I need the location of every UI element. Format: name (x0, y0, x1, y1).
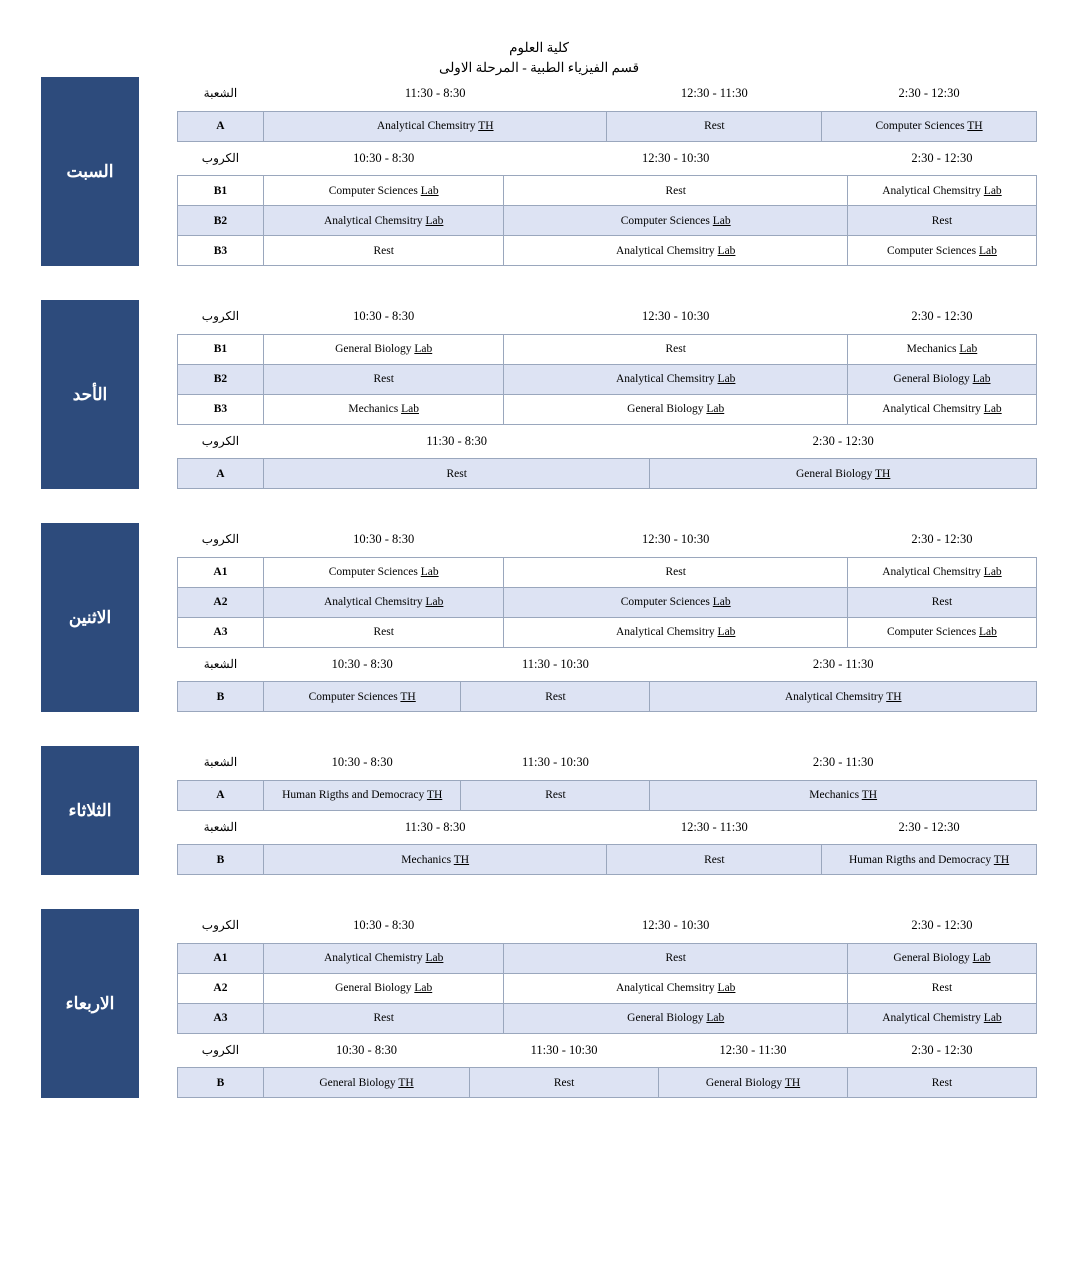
session-cell: Analytical Chemsitry TH (650, 682, 1037, 712)
session-cell: Rest (263, 236, 504, 266)
time-header-cell: 12:30 - 10:30 (642, 150, 710, 165)
time-header-row (178, 300, 1037, 334)
group-cell: B2 (178, 364, 264, 394)
table-row (178, 111, 1037, 141)
group-cell: A1 (178, 943, 264, 973)
group-cell: A1 (178, 557, 264, 587)
session-cell: Rest (504, 943, 848, 973)
group-cell: B3 (178, 394, 264, 424)
day-gap (0, 266, 1078, 300)
schedule-table (177, 909, 1037, 1034)
day-label: الثلاثاء (41, 746, 139, 875)
group-header-label: الشعبة (203, 656, 238, 671)
time-header-cell: 2:30 - 12:30 (911, 918, 973, 933)
group-header-label: الكروب (201, 433, 240, 448)
session-cell: Rest (461, 682, 650, 712)
session-cell: Rest (470, 1068, 659, 1098)
session-cell: Mechanics TH (263, 845, 607, 875)
time-header-cell: 12:30 - 11:30 (680, 819, 748, 834)
session-cell: Rest (607, 111, 822, 141)
group-header-label: الكروب (201, 309, 240, 324)
session-cell: Analytical Chemsitry Lab (504, 364, 848, 394)
day-block (41, 746, 1037, 875)
day-label: السبت (41, 77, 139, 266)
session-cell: Analytical Chemsitry Lab (847, 176, 1036, 206)
session-cell: Rest (504, 557, 848, 587)
group-cell: B (178, 845, 264, 875)
schedule-table (177, 746, 1037, 811)
time-header-cell: 11:30 - 8:30 (404, 86, 466, 101)
time-header-cell: 11:30 - 8:30 (426, 433, 487, 448)
time-header-cell: 2:30 - 12:30 (911, 150, 973, 165)
group-cell: B1 (178, 176, 264, 206)
session-cell: General Biology TH (650, 459, 1037, 489)
session-cell: General Biology Lab (504, 394, 848, 424)
group-cell: A (178, 780, 264, 810)
time-header-cell: 11:30 - 10:30 (530, 1042, 598, 1057)
group-header-label: الشعبة (203, 755, 238, 770)
group-cell: B (178, 1068, 264, 1098)
session-cell: Analytical Chemsitry Lab (504, 236, 848, 266)
session-cell: Analytical Chemsitry TH (263, 111, 607, 141)
time-header-cell: 10:30 - 8:30 (353, 532, 415, 547)
day-tables (139, 523, 1037, 712)
time-header-row (178, 648, 1037, 682)
schedule-table (177, 1034, 1037, 1099)
session-cell: General Biology Lab (847, 943, 1036, 973)
day-label: الاثنين (41, 523, 139, 712)
session-cell: Computer Sciences TH (263, 682, 461, 712)
session-cell: Analytical Chemsitry Lab (263, 587, 504, 617)
session-cell: Computer Sciences Lab (847, 617, 1036, 647)
session-cell: General Biology Lab (263, 334, 504, 364)
time-header-cell: 10:30 - 8:30 (353, 918, 415, 933)
page-title (0, 0, 1078, 77)
session-cell: Mechanics Lab (263, 394, 504, 424)
group-header-label: الكروب (201, 532, 240, 547)
day-gap (0, 712, 1078, 746)
session-cell: Analytical Chemsitry Lab (504, 973, 848, 1003)
department-name: قسم الفيزياء الطبية - المرحلة الاولى (438, 59, 640, 75)
time-header-cell: 2:30 - 12:30 (911, 532, 973, 547)
group-header-label: الكروب (201, 150, 240, 165)
time-header-cell: 2:30 - 12:30 (911, 309, 973, 324)
time-header-row (178, 142, 1037, 176)
faculty-name: كلية العلوم (509, 40, 569, 55)
time-header-cell: 2:30 - 12:30 (911, 1042, 973, 1057)
day-gap (0, 489, 1078, 523)
session-cell: Rest (461, 780, 650, 810)
schedule-table (177, 523, 1037, 648)
session-cell: Analytical Chemistry Lab (263, 943, 504, 973)
session-cell: Rest (263, 459, 650, 489)
session-cell: Rest (607, 845, 822, 875)
time-header-cell: 2:30 - 12:30 (812, 433, 874, 448)
day-block (41, 77, 1037, 266)
table-row (178, 682, 1037, 712)
schedule-table (177, 425, 1037, 490)
group-cell: B3 (178, 236, 264, 266)
time-header-cell: 10:30 - 8:30 (353, 309, 415, 324)
time-header-row (178, 523, 1037, 557)
schedule-table (177, 648, 1037, 713)
time-header-cell: 2:30 - 11:30 (812, 755, 874, 770)
day-block (41, 300, 1037, 489)
table-row (178, 334, 1037, 364)
session-cell: Rest (504, 176, 848, 206)
day-label: الاربعاء (41, 909, 139, 1098)
table-row (178, 587, 1037, 617)
session-cell: Rest (504, 334, 848, 364)
session-cell: Rest (263, 364, 504, 394)
time-header-cell: 12:30 - 10:30 (642, 532, 710, 547)
session-cell: Rest (263, 617, 504, 647)
time-header-cell: 10:30 - 8:30 (331, 755, 393, 770)
session-cell: General Biology Lab (504, 1003, 848, 1033)
day-gap (0, 875, 1078, 909)
table-row (178, 557, 1037, 587)
time-header-row (178, 425, 1037, 459)
group-header-label: الكروب (201, 1042, 240, 1057)
time-header-cell: 11:30 - 10:30 (521, 656, 589, 671)
time-header-cell: 2:30 - 12:30 (898, 86, 960, 101)
session-cell: Computer Sciences TH (822, 111, 1037, 141)
time-header-cell: 10:30 - 8:30 (331, 656, 393, 671)
session-cell: Mechanics Lab (847, 334, 1036, 364)
session-cell: Computer Sciences Lab (263, 557, 504, 587)
table-row (178, 236, 1037, 266)
session-cell: Computer Sciences Lab (504, 587, 848, 617)
group-cell: B (178, 682, 264, 712)
session-cell: Computer Sciences Lab (263, 176, 504, 206)
group-cell: B1 (178, 334, 264, 364)
session-cell: Human Rigths and Democracy TH (822, 845, 1037, 875)
table-row (178, 973, 1037, 1003)
time-header-cell: 12:30 - 10:30 (642, 918, 710, 933)
session-cell: General Biology TH (659, 1068, 848, 1098)
session-cell: Rest (263, 1003, 504, 1033)
session-cell: Analytical Chemsitry Lab (504, 617, 848, 647)
table-row (178, 176, 1037, 206)
session-cell: Analytical Chemsitry Lab (263, 206, 504, 236)
session-cell: Analytical Chemsitry Lab (847, 557, 1036, 587)
group-header-label: الشعبة (203, 86, 238, 101)
schedule-table (177, 142, 1037, 267)
table-row (178, 364, 1037, 394)
session-cell: General Biology Lab (847, 364, 1036, 394)
session-cell: Computer Sciences Lab (504, 206, 848, 236)
time-header-row (178, 77, 1037, 111)
session-cell: Rest (847, 1068, 1036, 1098)
day-label: الأحد (41, 300, 139, 489)
time-header-row (178, 909, 1037, 943)
time-header-cell: 2:30 - 11:30 (812, 656, 874, 671)
day-tables (139, 77, 1037, 266)
time-header-cell: 2:30 - 12:30 (898, 819, 960, 834)
group-cell: A3 (178, 617, 264, 647)
table-row (178, 1003, 1037, 1033)
time-header-row (178, 746, 1037, 780)
day-tables (139, 746, 1037, 875)
table-row (178, 943, 1037, 973)
table-row (178, 845, 1037, 875)
time-header-cell: 10:30 - 8:30 (353, 150, 415, 165)
table-row (178, 394, 1037, 424)
group-cell: B2 (178, 206, 264, 236)
schedule-table (177, 300, 1037, 425)
group-cell: A (178, 459, 264, 489)
session-cell: Rest (847, 587, 1036, 617)
table-row (178, 1068, 1037, 1098)
group-cell: A (178, 111, 264, 141)
group-header-label: الشعبة (203, 819, 238, 834)
schedule-table (177, 77, 1037, 142)
session-cell: Mechanics TH (650, 780, 1037, 810)
group-cell: A2 (178, 587, 264, 617)
table-row (178, 617, 1037, 647)
session-cell: Analytical Chemistry Lab (847, 1003, 1036, 1033)
table-row (178, 459, 1037, 489)
day-tables (139, 909, 1037, 1098)
table-row (178, 206, 1037, 236)
session-cell: Human Rigths and Democracy TH (263, 780, 461, 810)
session-cell: Rest (847, 973, 1036, 1003)
group-cell: A3 (178, 1003, 264, 1033)
time-header-cell: 12:30 - 10:30 (642, 309, 710, 324)
session-cell: General Biology TH (263, 1068, 469, 1098)
time-header-cell: 11:30 - 8:30 (404, 819, 466, 834)
session-cell: Computer Sciences Lab (847, 236, 1036, 266)
time-header-cell: 12:30 - 11:30 (719, 1042, 787, 1057)
day-tables (139, 300, 1037, 489)
time-header-cell: 12:30 - 11:30 (680, 86, 748, 101)
group-cell: A2 (178, 973, 264, 1003)
session-cell: Rest (847, 206, 1036, 236)
day-block (41, 523, 1037, 712)
time-header-row (178, 811, 1037, 845)
session-cell: Analytical Chemsitry Lab (847, 394, 1036, 424)
time-header-cell: 11:30 - 10:30 (521, 755, 589, 770)
group-header-label: الكروب (201, 918, 240, 933)
table-row (178, 780, 1037, 810)
time-header-row (178, 1034, 1037, 1068)
time-header-cell: 10:30 - 8:30 (335, 1042, 398, 1057)
session-cell: General Biology Lab (263, 973, 504, 1003)
day-block (41, 909, 1037, 1098)
schedule-table (177, 811, 1037, 876)
days-container (0, 77, 1078, 1098)
